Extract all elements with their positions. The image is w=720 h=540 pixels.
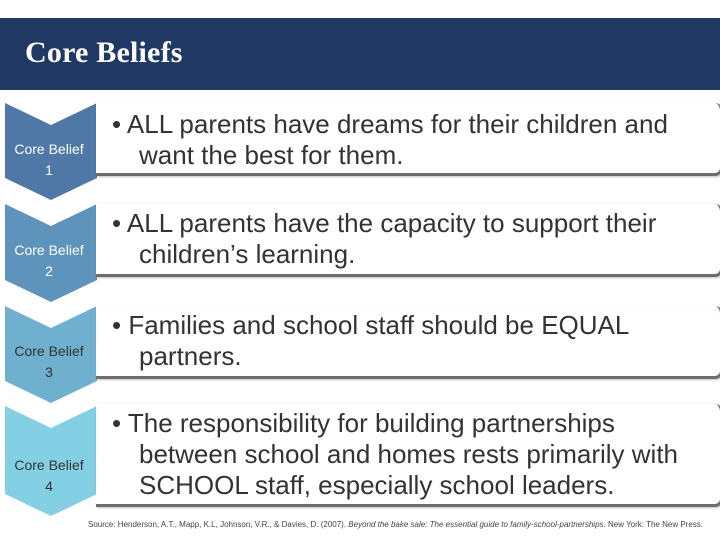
core-belief-number-2: 2 bbox=[45, 263, 53, 279]
core-belief-number-1: 1 bbox=[45, 162, 53, 178]
belief-card-1 bbox=[96, 103, 720, 176]
belief-text-4: • The responsibility for building partnerships between school and homes rests primarily with SCHOOL staff, especially school leaders. bbox=[112, 408, 679, 500]
source-suffix: . New York: The New Press. bbox=[603, 520, 703, 529]
core-belief-number-4: 4 bbox=[45, 478, 53, 494]
source-citation bbox=[88, 520, 720, 529]
core-belief-label-4 bbox=[10, 456, 88, 495]
core-belief-text-1: Core Belief bbox=[14, 141, 84, 157]
belief-text-3: • Families and school staff should be EQUAL partners. bbox=[112, 310, 629, 371]
core-belief-text-3: Core Belief bbox=[14, 343, 84, 359]
belief-card-4 bbox=[96, 404, 720, 507]
core-belief-text-2: Core Belief bbox=[14, 242, 84, 258]
core-belief-label-3 bbox=[10, 342, 88, 381]
source-book-title: Beyond the bake sale: The essential guide to family-school-partnerships bbox=[348, 520, 604, 529]
belief-text-2: • ALL parents have the capacity to support their children’s learning. bbox=[112, 208, 657, 269]
page-title: Core Beliefs bbox=[25, 36, 183, 69]
belief-text-1: • ALL parents have dreams for their children and want the best for them. bbox=[112, 109, 668, 170]
core-belief-label-1 bbox=[10, 140, 88, 179]
core-belief-label-2 bbox=[10, 241, 88, 280]
core-belief-text-4: Core Belief bbox=[14, 457, 84, 473]
source-prefix: Source: Henderson, A.T., Mapp, K.L, Johnson, V.R., & Davies, D. (2007). bbox=[88, 520, 349, 529]
belief-card-2 bbox=[96, 204, 720, 277]
core-belief-number-3: 3 bbox=[45, 364, 53, 380]
belief-card-3 bbox=[96, 306, 720, 379]
